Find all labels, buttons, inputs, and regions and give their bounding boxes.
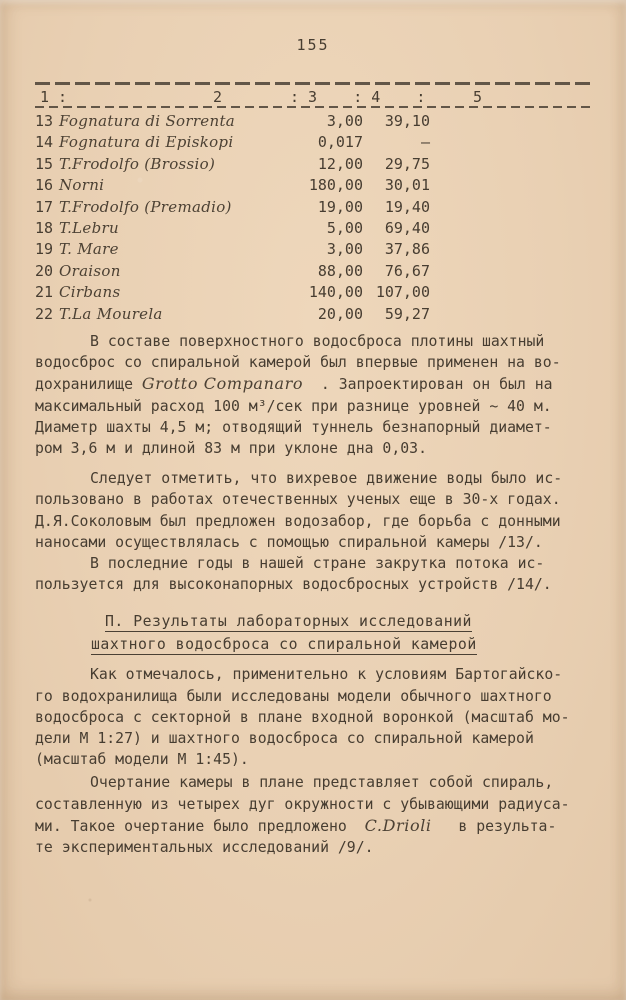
- row-number: 14: [35, 133, 54, 152]
- table-row: [35, 219, 591, 240]
- table-row: [35, 133, 591, 154]
- text-line: пользуется для высоконапорных водосбросных устройств /14/.: [35, 576, 552, 594]
- text-segment: дохранилище: [35, 376, 142, 394]
- row-value-col3: 140,00: [308, 283, 363, 302]
- row-value-col4: 30,01: [384, 176, 430, 195]
- section-heading-line-1: [105, 610, 591, 633]
- text-segment: ми. Такое очертание было предложено: [35, 817, 365, 835]
- table-row: [35, 262, 591, 283]
- row-name: Fognatura di Episkopi: [59, 133, 234, 152]
- text-line-with-handwriting: [35, 373, 591, 395]
- row-number: 18: [35, 218, 54, 237]
- table-body: [35, 112, 591, 326]
- text-line: те экспериментальных исследований /9/.: [35, 839, 374, 857]
- text-line: наносами осуществлялась с помощью спиральной камеры /13/.: [35, 533, 543, 551]
- text-line: Следует отметить, что вихревое движение воды было ис-: [90, 470, 563, 488]
- table-row: [35, 240, 591, 261]
- text-line: В последние годы в нашей стране закрутка потока ис-: [90, 555, 545, 573]
- row-value-col4: 29,75: [384, 154, 430, 173]
- row-number: 19: [35, 240, 54, 259]
- row-number: 17: [35, 197, 54, 216]
- row-value-col3: 0,017: [317, 133, 363, 152]
- row-name: Cirbans: [59, 283, 121, 302]
- row-value-col4: 37,86: [384, 240, 430, 259]
- row-value-col3: 12,00: [317, 154, 363, 173]
- row-value-col4: 59,27: [384, 304, 430, 323]
- text-line: дели М 1:27) и шахтного водосброса со спиральной камерой: [35, 730, 534, 748]
- paragraph-recent-years: [35, 553, 591, 595]
- text-line-with-handwriting: [35, 815, 591, 837]
- paragraph-spillway-intro: [35, 331, 591, 459]
- text-segment: в результа-: [431, 817, 557, 835]
- table-row: [35, 283, 591, 304]
- row-name: Norni: [59, 176, 105, 195]
- table-row: [35, 155, 591, 176]
- paragraph-vortex-history: [35, 468, 591, 553]
- row-value-col4: –: [420, 133, 430, 152]
- row-name: Fognatura di Sorrenta: [59, 112, 236, 130]
- column-header-1: 1 :: [40, 88, 68, 106]
- row-name: Oraison: [59, 261, 121, 280]
- row-number: 20: [35, 261, 54, 280]
- row-value-col3: 19,00: [317, 197, 363, 216]
- text-line: пользовано в работах отечественных ученых еще в 30-х годах.: [35, 491, 561, 509]
- row-value-col3: 5,00: [326, 218, 363, 237]
- underlined-heading-text: П. Результаты лабораторных исследований: [105, 613, 472, 631]
- text-line: водосброса с секторной в плане входной воронкой (масштаб мо-: [35, 708, 570, 726]
- column-header-2: 2: [213, 88, 223, 106]
- row-value-col4: 19,40: [384, 197, 430, 216]
- paragraph-model-studies: [35, 664, 591, 770]
- row-name: T.Lebru: [59, 218, 119, 237]
- row-value-col3: 20,00: [317, 304, 363, 323]
- text-line: Диаметр шахты 4,5 м; отводящий туннель безнапорный диамет-: [35, 418, 552, 436]
- table-row: [35, 305, 591, 326]
- row-value-col3: 180,00: [308, 176, 363, 195]
- row-value-col4: 76,67: [384, 261, 430, 280]
- text-line: (масштаб модели М 1:45).: [35, 751, 249, 769]
- text-line: Как отмечалось, применительно к условиям Бартогайско-: [90, 666, 563, 684]
- row-number: 16: [35, 176, 54, 195]
- row-number: 15: [35, 154, 54, 173]
- table-header-rule: [35, 106, 591, 108]
- column-header-5: 5: [473, 88, 483, 106]
- text-line: ром 3,6 м и длиной 83 м при уклоне дна 0,03.: [35, 440, 427, 458]
- text-line: В составе поверхностного водосброса плотины шахтный: [90, 333, 545, 350]
- paragraph-spiral-shape: [35, 772, 591, 858]
- row-number: 21: [35, 283, 54, 302]
- text-line: водосброс со спиральной камерой был впервые применен на во-: [35, 354, 561, 372]
- body-text: [35, 331, 591, 858]
- text-line: максимальный расход 100 м³/сек при разнице уровней ~ 40 м.: [35, 397, 552, 415]
- row-value-col4: 107,00: [375, 283, 430, 302]
- text-line: го водохранилища были исследованы модели обычного шахтного: [35, 687, 552, 705]
- table-top-rule: [35, 82, 591, 85]
- text-line: Д.Я.Соколовым был предложен водозабор, где борьба с донными: [35, 512, 561, 530]
- row-value-col3: 3,00: [326, 112, 363, 130]
- row-name: T.Frodolfo (Premadio): [59, 197, 232, 216]
- row-name: T.Frodolfo (Brossio): [59, 154, 216, 173]
- section-heading: [35, 610, 591, 656]
- row-value-col3: 3,00: [326, 240, 363, 259]
- table-header-row: [35, 87, 591, 106]
- row-name: T. Mare: [59, 240, 119, 259]
- page-number: 155: [296, 36, 330, 54]
- table-row: [35, 176, 591, 197]
- column-headers-3-4: : 3 : 4 :: [290, 88, 426, 106]
- row-number: 22: [35, 304, 54, 323]
- text-line: составленную из четырех дуг окружности с убывающими радиуса-: [35, 795, 570, 813]
- table-row: [35, 112, 591, 133]
- text-line: Очертание камеры в плане представляет собой спираль,: [90, 774, 554, 792]
- row-number: 13: [35, 112, 54, 130]
- row-value-col4: 69,40: [384, 218, 430, 237]
- handwritten-name-drioli: C.Drioli: [364, 815, 432, 835]
- row-value-col4: 39,10: [384, 112, 430, 130]
- row-value-col3: 88,00: [317, 261, 363, 280]
- table-row: [35, 198, 591, 219]
- text-segment: . Запроектирован он был на: [303, 376, 553, 394]
- data-table: [35, 82, 591, 326]
- underlined-heading-text: шахтного водосброса со спиральной камерой: [91, 636, 477, 654]
- section-heading-line-2: [91, 633, 591, 656]
- handwritten-name-grotto-companaro: Grotto Companaro: [141, 374, 304, 394]
- row-name: T.La Mourela: [59, 304, 163, 323]
